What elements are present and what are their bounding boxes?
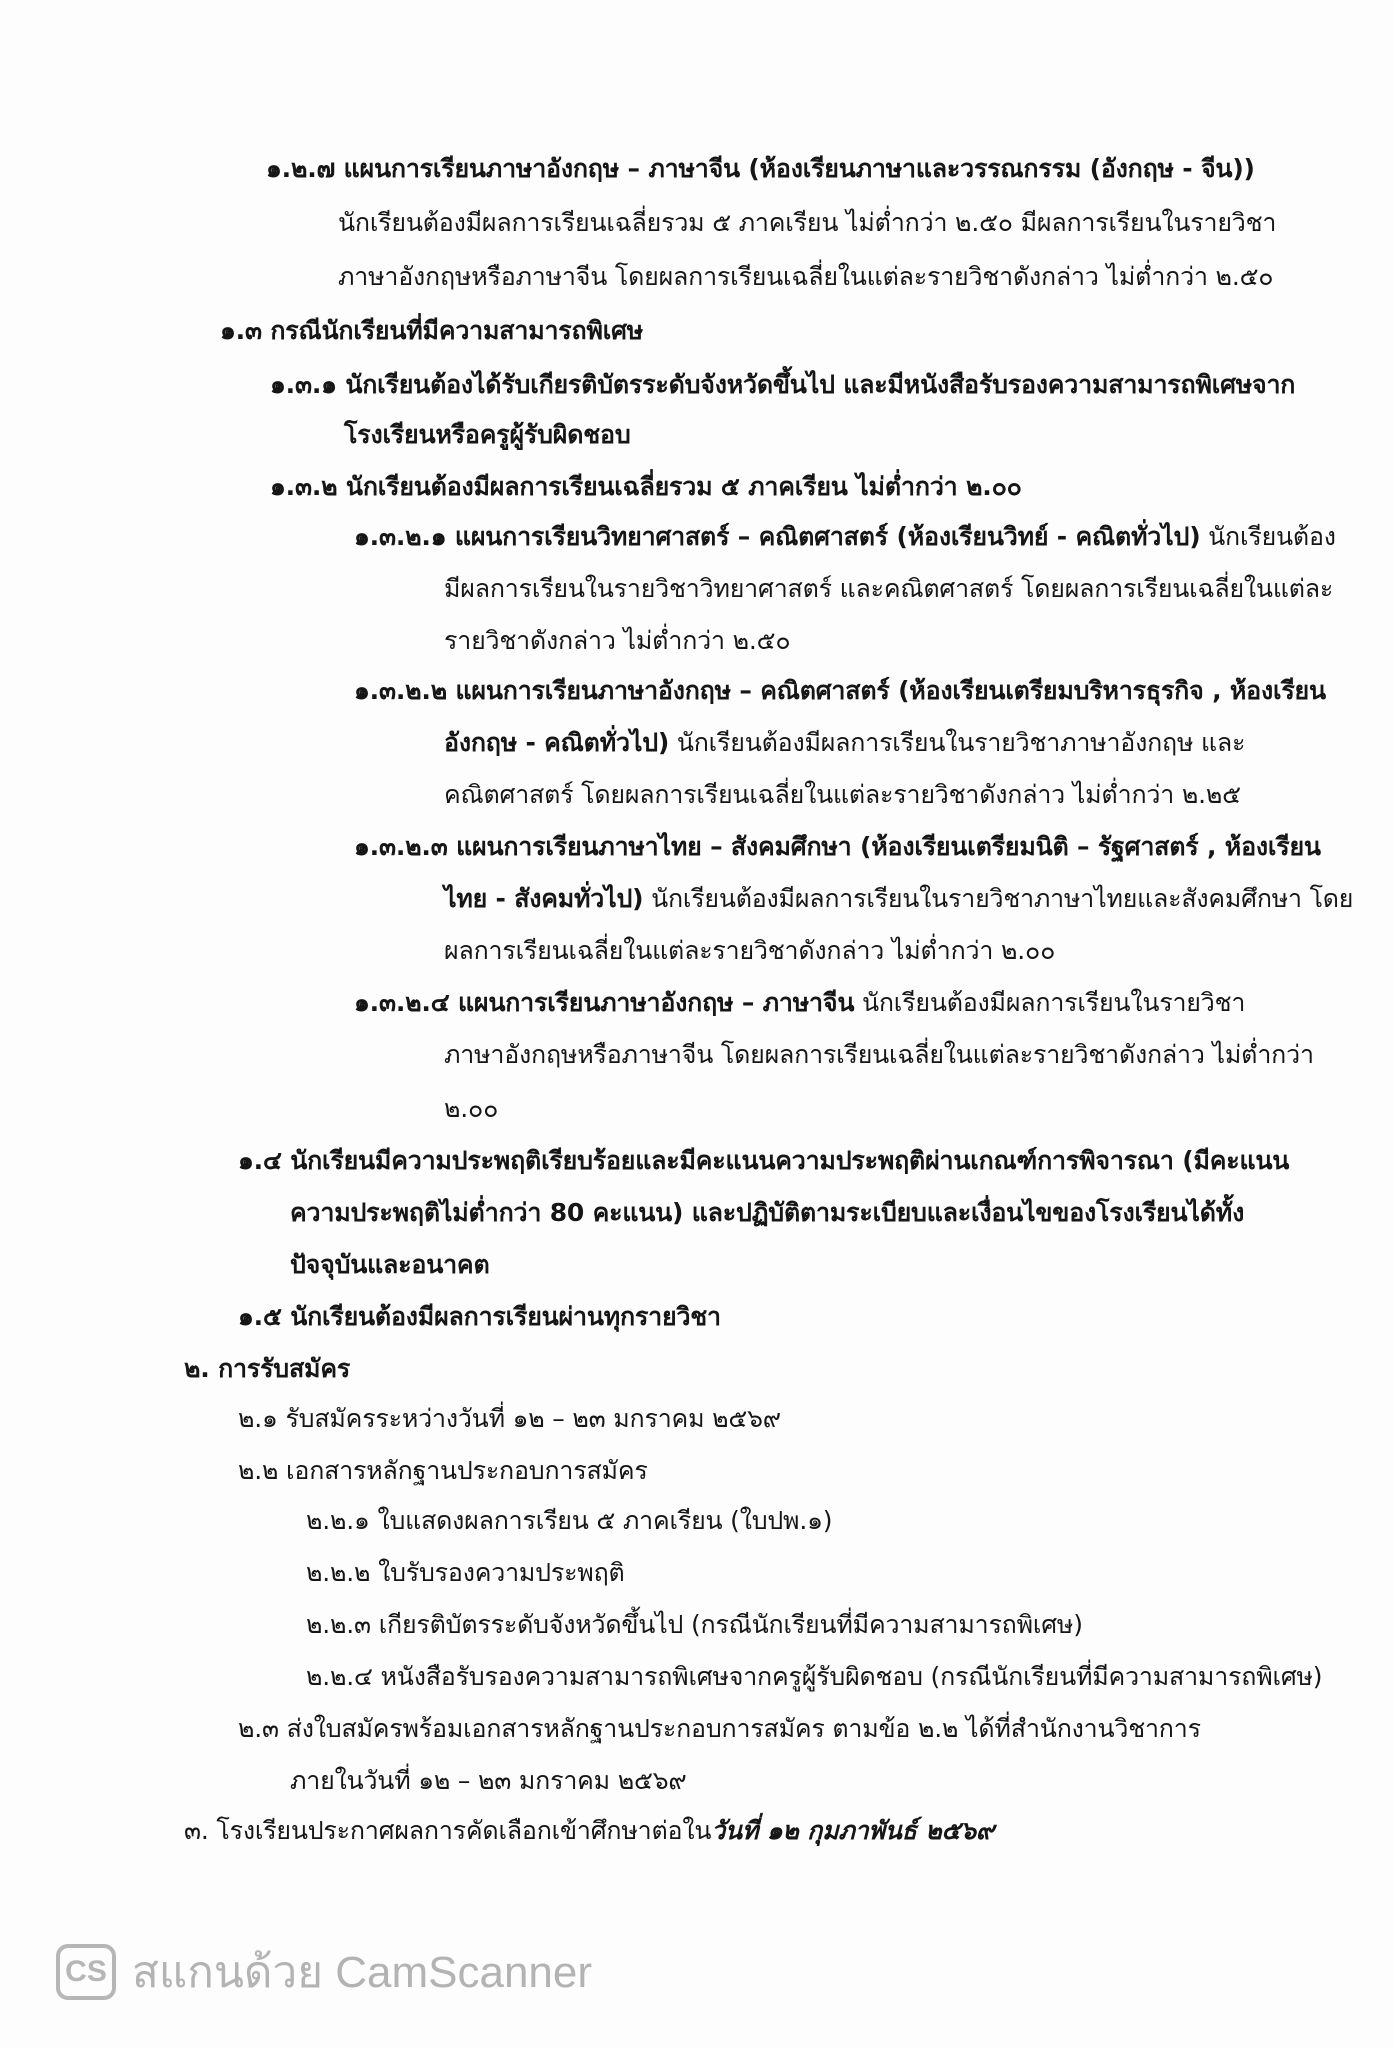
text-run: คณิตศาสตร์ โดยผลการเรียนเฉลี่ยในแต่ละรายวิชาดังกล่าว ไม่ต่ำกว่า ๒.๒๕ — [444, 780, 1241, 809]
clause-1-3-2-2-text-2 — [444, 726, 1245, 760]
clause-1-4-text-2 — [290, 1196, 1244, 1230]
text-run: ๒.๓ ส่งใบสมัครพร้อมเอกสารหลักฐานประกอบการสมัคร ตามข้อ ๒.๒ ได้ที่สำนักงานวิชาการ — [238, 1714, 1201, 1743]
clause-1-3-2-1-text-2 — [444, 572, 1333, 606]
text-run: ๒.๐๐ — [444, 1094, 499, 1123]
text-run: ๑.๒.๗ แผนการเรียนภาษาอังกฤษ – ภาษาจีน (ห้องเรียนภาษาและวรรณกรรม (อังกฤษ - จีน)) — [266, 154, 1255, 183]
clause-2-1-text — [238, 1402, 781, 1436]
clause-2-2-heading — [238, 1454, 648, 1488]
text-run: ๑.๓.๒.๒ แผนการเรียนภาษาอังกฤษ – คณิตศาสตร์ (ห้องเรียนเตรียมบริหารธุรกิจ , ห้องเรียน — [354, 676, 1326, 705]
text-run: ๒.๒.๑ ใบแสดงผลการเรียน ๕ ภาคเรียน (ใบปพ.๑) — [306, 1506, 833, 1535]
camscanner-logo-icon: CS — [56, 1944, 116, 2000]
text-run: ๒.๒.๓ เกียรติบัตรระดับจังหวัดขึ้นไป (กรณีนักเรียนที่มีความสามารถพิเศษ) — [306, 1610, 1083, 1639]
clause-1-3-2-3-text-3 — [444, 934, 1055, 968]
text-run: ๒.๑ รับสมัครระหว่างวันที่ ๑๒ – ๒๓ มกราคม ๒๕๖๙ — [238, 1404, 781, 1433]
text-run: ๓. โรงเรียนประกาศผลการคัดเลือกเข้าศึกษาต่อใน — [184, 1816, 712, 1845]
text-run: วันที่ ๑๒ กุมภาพันธ์ ๒๕๖๙ — [711, 1816, 995, 1845]
text-run: อังกฤษ - คณิตทั่วไป) — [444, 728, 670, 757]
clause-1-2-7-heading — [266, 152, 1255, 186]
text-run: ๒.๒ เอกสารหลักฐานประกอบการสมัคร — [238, 1456, 648, 1485]
text-run: นักเรียนต้องมีผลการเรียนในรายวิชาภาษาไทยและสังคมศึกษา โดย — [643, 884, 1354, 913]
clause-1-3-1-text-2 — [344, 418, 631, 452]
clause-2-2-2-text — [306, 1556, 625, 1590]
text-run: ๑.๓.๒ นักเรียนต้องมีผลการเรียนเฉลี่ยรวม ๕ ภาคเรียน ไม่ต่ำกว่า ๒.๐๐ — [270, 472, 1022, 501]
clause-1-3-1-text-1 — [270, 368, 1295, 402]
clause-1-3-2-2-text-3 — [444, 778, 1241, 812]
clause-1-4-text-1 — [238, 1144, 1289, 1178]
text-run: นักเรียนต้องมีผลการเรียนเฉลี่ยรวม ๕ ภาคเรียน ไม่ต่ำกว่า ๒.๕๐ มีผลการเรียนในรายวิชา — [338, 208, 1277, 237]
text-run: นักเรียนต้อง — [1200, 522, 1336, 551]
text-run: ๑.๕ นักเรียนต้องมีผลการเรียนผ่านทุกรายวิชา — [238, 1302, 721, 1331]
text-run: มีผลการเรียนในรายวิชาวิทยาศาสตร์ และคณิตศาสตร์ โดยผลการเรียนเฉลี่ยในแต่ละ — [444, 574, 1334, 603]
clause-2-3-text-2 — [290, 1764, 687, 1798]
text-run: ภาษาอังกฤษหรือภาษาจีน โดยผลการเรียนเฉลี่ยในแต่ละรายวิชาดังกล่าว ไม่ต่ำกว่า — [444, 1040, 1314, 1069]
clause-1-3-heading — [220, 314, 643, 348]
camscanner-watermark-text: สแกนด้วย CamScanner — [132, 1948, 593, 1997]
section-2-heading — [184, 1352, 350, 1386]
clause-2-2-4-text — [306, 1660, 1322, 1694]
clause-1-3-2-1-text-1 — [354, 520, 1336, 554]
text-run: ๑.๓ กรณีนักเรียนที่มีความสามารถพิเศษ — [220, 316, 644, 345]
clause-1-4-text-3 — [290, 1248, 490, 1282]
clause-1-3-2-4-text-3 — [444, 1092, 498, 1126]
text-run: โรงเรียนหรือครูผู้รับผิดชอบ — [344, 420, 631, 449]
text-run: ไทย - สังคมทั่วไป) — [444, 884, 644, 913]
text-run: รายวิชาดังกล่าว ไม่ต่ำกว่า ๒.๕๐ — [444, 626, 791, 655]
text-run: นักเรียนต้องมีผลการเรียนในรายวิชา — [854, 988, 1246, 1017]
text-run: ๑.๔ นักเรียนมีความประพฤติเรียบร้อยและมีคะแนนความประพฤติผ่านเกณฑ์การพิจารณา (มีคะแนน — [238, 1146, 1290, 1175]
clause-1-3-2-1-text-3 — [444, 624, 790, 658]
text-run: ๑.๓.๒.๑ แผนการเรียนวิทยาศาสตร์ – คณิตศาสตร์ (ห้องเรียนวิทย์ - คณิตทั่วไป) — [354, 522, 1201, 551]
section-3-text — [184, 1814, 994, 1848]
clause-1-2-7-text-1 — [338, 206, 1276, 240]
text-run: ๑.๓.๑ นักเรียนต้องได้รับเกียรติบัตรระดับจังหวัดขึ้นไป และมีหนังสือรับรองความสามารถพิเศษจาก — [270, 370, 1296, 399]
clause-2-3-text-1 — [238, 1712, 1201, 1746]
clause-1-5-text — [238, 1300, 721, 1334]
clause-2-2-1-text — [306, 1504, 832, 1538]
clause-1-3-2-4-text-1 — [354, 986, 1245, 1020]
text-run: ๒.๒.๒ ใบรับรองความประพฤติ — [306, 1558, 625, 1587]
text-run: นักเรียนต้องมีผลการเรียนในรายวิชาภาษาอังกฤษ และ — [669, 728, 1246, 757]
clause-1-3-2-3-text-2 — [444, 882, 1353, 916]
text-run: ปัจจุบันและอนาคต — [290, 1250, 490, 1279]
text-run: ๑.๓.๒.๔ แผนการเรียนภาษาอังกฤษ – ภาษาจีน — [354, 988, 855, 1017]
camscanner-watermark — [56, 1937, 592, 2007]
text-run: ภาษาอังกฤษหรือภาษาจีน โดยผลการเรียนเฉลี่ยในแต่ละรายวิชาดังกล่าว ไม่ต่ำกว่า ๒.๕๐ — [338, 262, 1274, 291]
clause-1-3-2-text — [270, 470, 1022, 504]
text-run: ๒. การรับสมัคร — [184, 1354, 351, 1383]
text-run: ผลการเรียนเฉลี่ยในแต่ละรายวิชาดังกล่าว ไม่ต่ำกว่า ๒.๐๐ — [444, 936, 1056, 965]
text-run: ๑.๓.๒.๓ แผนการเรียนภาษาไทย – สังคมศึกษา (ห้องเรียนเตรียมนิติ – รัฐศาสตร์ , ห้องเรียน — [354, 832, 1321, 861]
clause-2-2-3-text — [306, 1608, 1083, 1642]
text-run: ภายในวันที่ ๑๒ – ๒๓ มกราคม ๒๕๖๙ — [290, 1766, 687, 1795]
clause-1-2-7-text-2 — [338, 260, 1273, 294]
text-run: ๒.๒.๔ หนังสือรับรองความสามารถพิเศษจากครูผู้รับผิดชอบ (กรณีนักเรียนที่มีความสามารถพิเศษ) — [306, 1662, 1323, 1691]
clause-1-3-2-2-text-1 — [354, 674, 1326, 708]
clause-1-3-2-4-text-2 — [444, 1038, 1314, 1072]
text-run: ความประพฤติไม่ต่ำกว่า 80 คะแนน) และปฏิบัติตามระเบียบและเงื่อนไขของโรงเรียนได้ทั้ง — [290, 1198, 1245, 1227]
clause-1-3-2-3-text-1 — [354, 830, 1321, 864]
